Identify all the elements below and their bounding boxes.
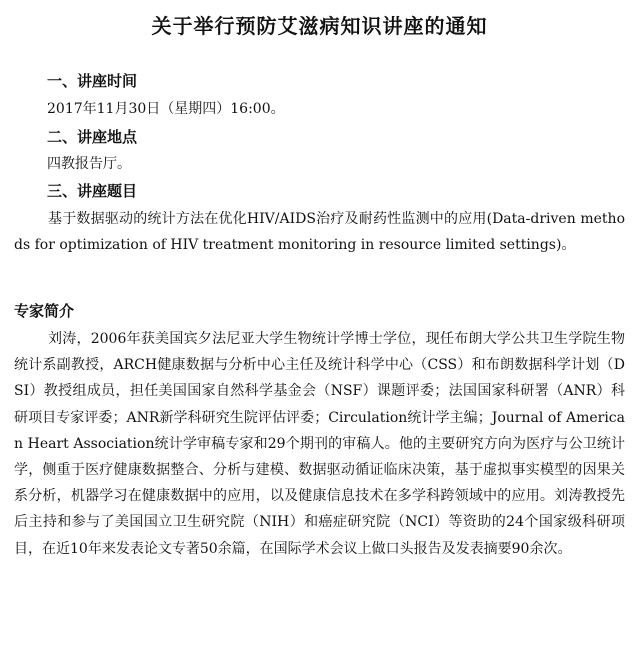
lecture-venue: 四教报告厅。 [47,156,131,172]
expert-bio: 刘涛，2006年获美国宾夕法尼亚大学生物统计学博士学位，现任布朗大学公共卫生学院生物统计系副教授，ARCH健康数据与分析中心主任及统计科学中心（CSS）和布朗数据科学计划（DSI）教授组成员，担任美国国家自然科学基金会（NSF）课题评委；法国国家科研署（ANR）科研项目专家评委；ANR新学科研究生院评估评委；Circulation统计学主编；Journal of American Heart Association统计学审稿专家和29个期刊的审稿人。他的主要研究方向为医疗与公卫统计学，侧重于医疗健康数据整合、分析与建模、数据驱动循证临床决策，基于虚拟事实模型的因果关系分析，机器学习在健康数据中的应用，以及健康信息技术在多学科跨领域中的应用。刘涛教授先后主持和参与了美国国立卫生研究院（NIH）和癌症研究院（NCI）等资助的24个国家级科研项目，在近10年来发表论文专著50余篇，在国际学术会议上做口头报告及发表摘要90余次。 [14,331,625,557]
section-heading-venue: 二、讲座地点 [47,128,138,146]
section-heading-topic: 三、讲座题目 [47,182,138,200]
notice-title: 关于举行预防艾滋病知识讲座的通知 [151,14,488,38]
section-heading-time: 一、讲座时间 [47,72,138,90]
expert-heading: 专家简介 [14,302,75,320]
lecture-time: 2017年11月30日（星期四）16:00。 [47,101,285,117]
lecture-topic: 基于数据驱动的统计方法在优化HIV/AIDS治疗及耐药性监测中的应用(Data-driven methods for optimization of HIV treatment monitoring in resource limited settings)。 [14,211,625,254]
